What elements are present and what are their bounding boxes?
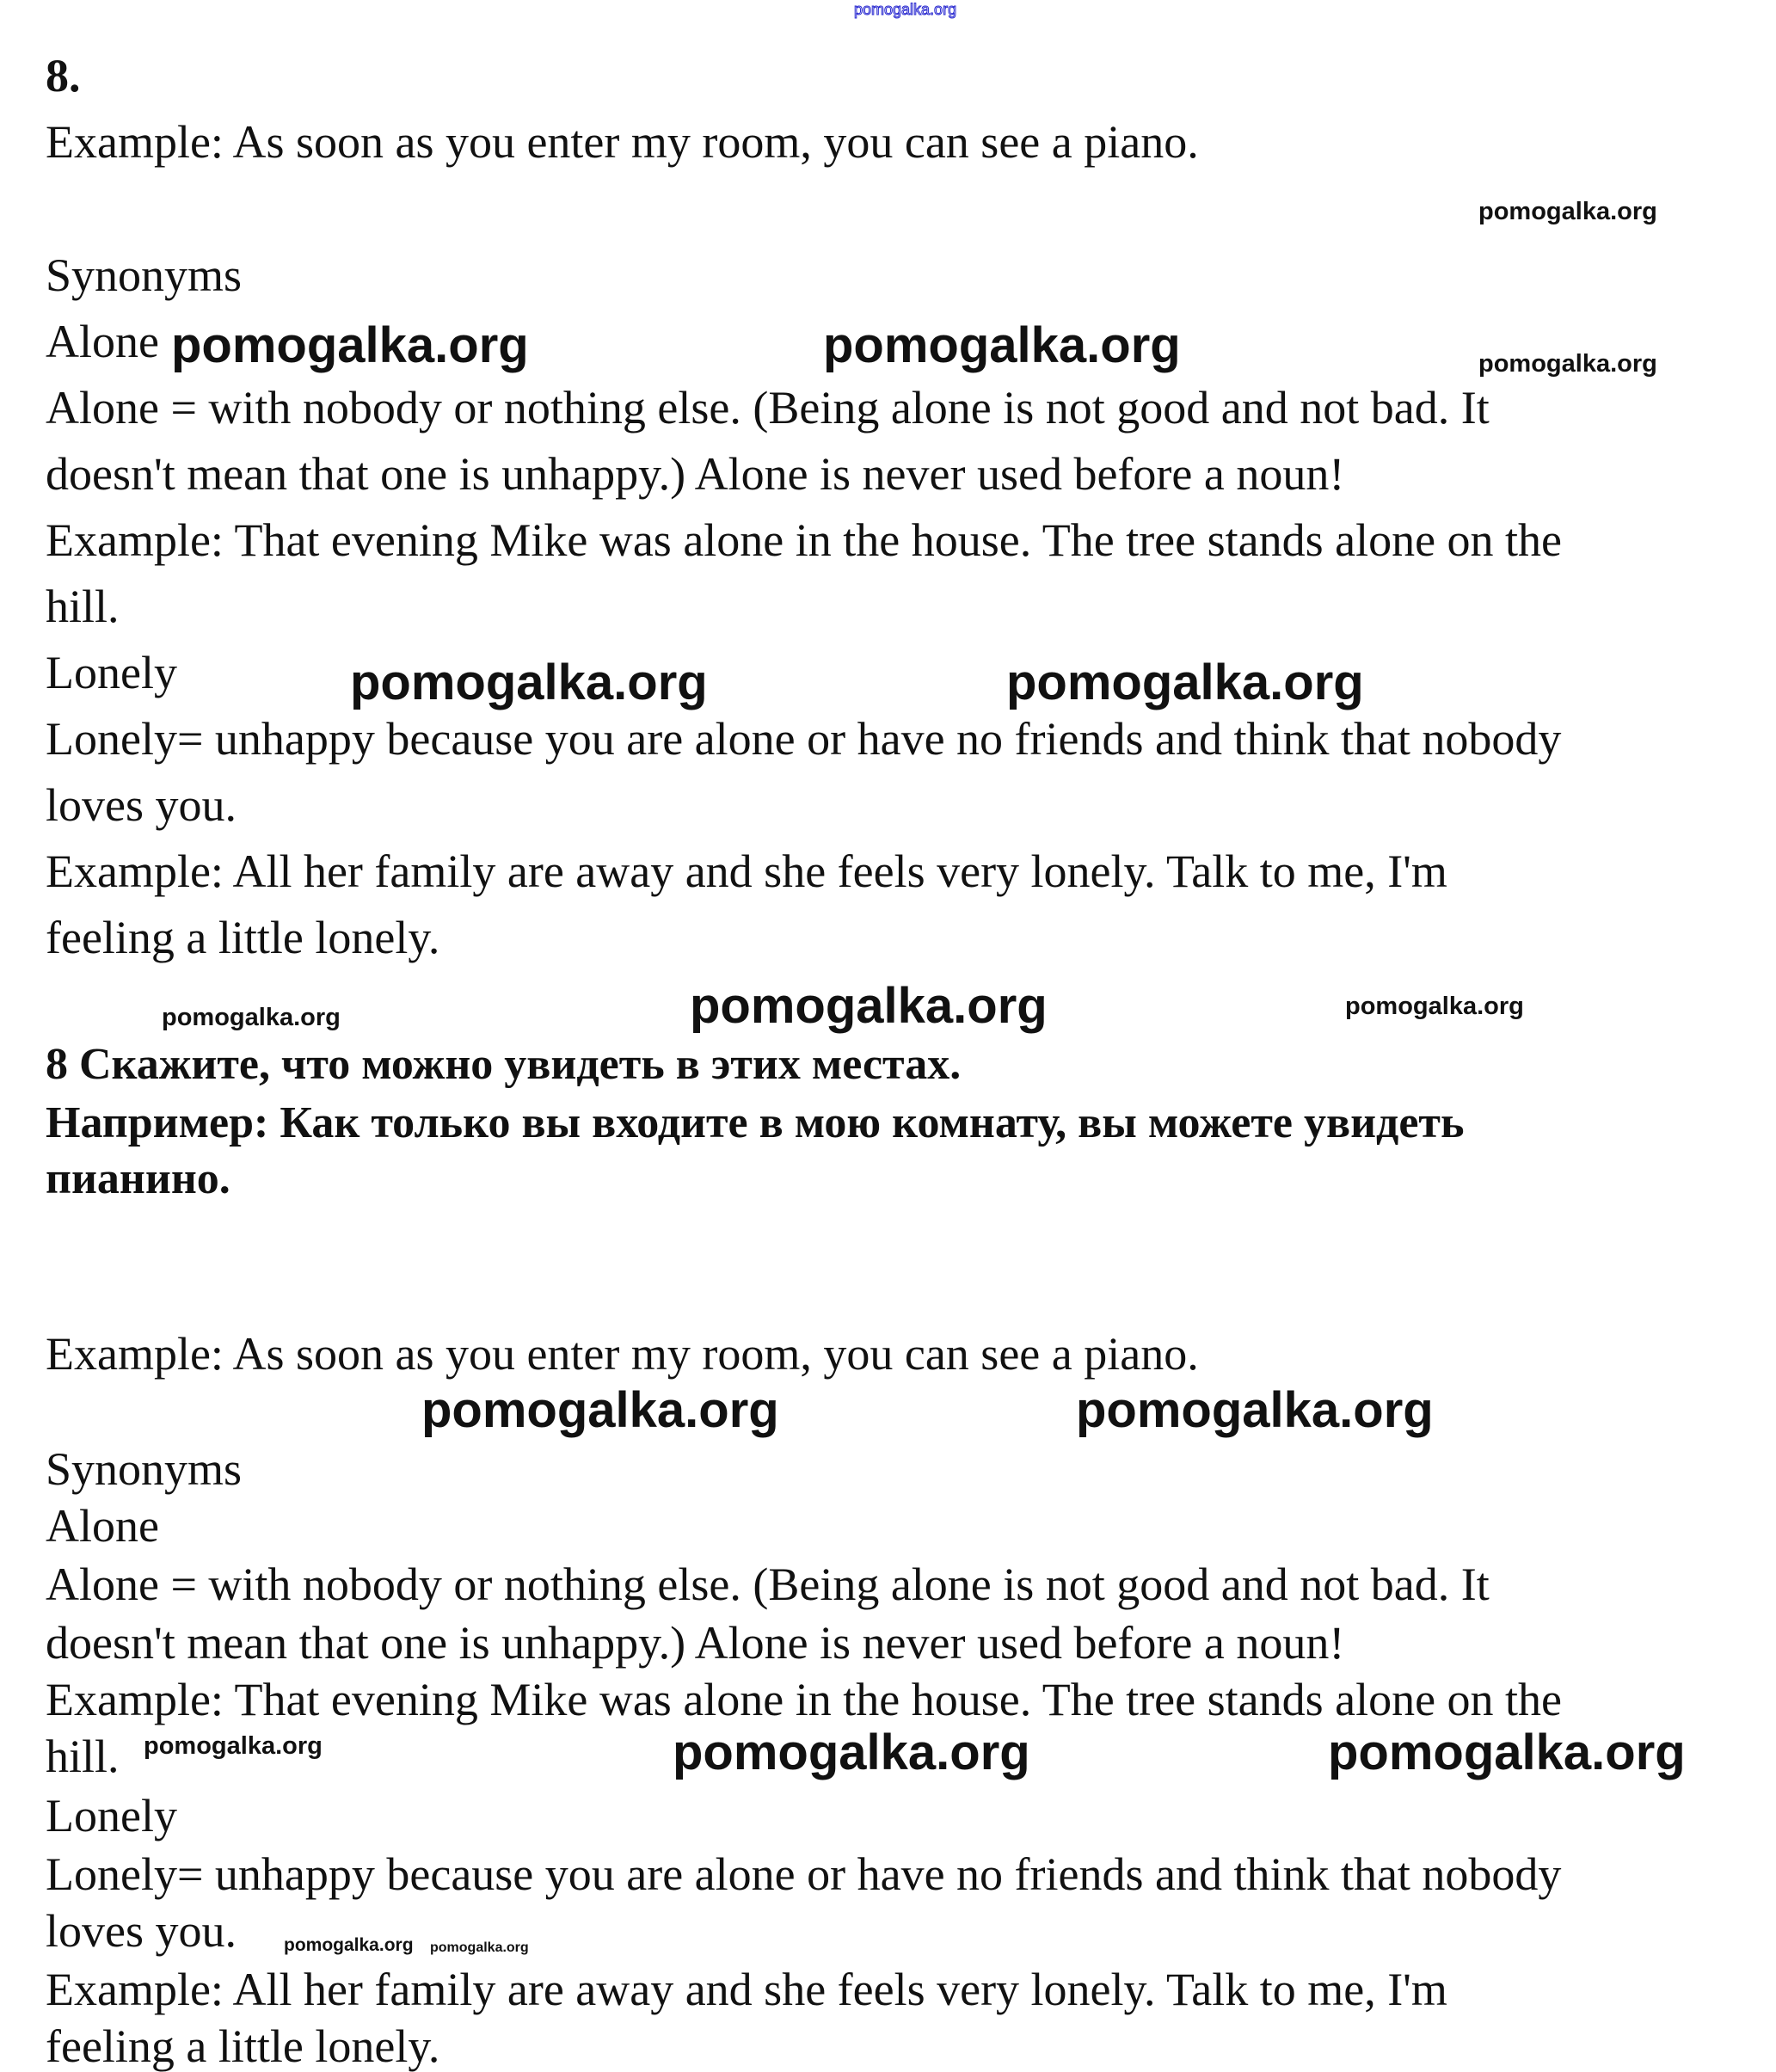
alone-definition: doesn't mean that one is unhappy.) Alone is never used before a noun!: [46, 1617, 1345, 1669]
watermark: pomogalka.org: [162, 1004, 341, 1031]
lonely-definition: Lonely= unhappy because you are alone or have no friends and think that nobody: [46, 713, 1562, 765]
lonely-example: Example: All her family are away and she feels very lonely. Talk to me, I'm: [46, 845, 1447, 897]
alone-example: Example: That evening Mike was alone in the house. The tree stands alone on the: [46, 514, 1563, 566]
watermark: pomogalka.org: [421, 1382, 779, 1438]
watermark: pomogalka.org: [1345, 993, 1524, 1020]
watermark: pomogalka.org: [1076, 1382, 1434, 1438]
lonely-example: Example: All her family are away and she feels very lonely. Talk to me, I'm: [46, 1964, 1447, 2015]
alone-definition: doesn't mean that one is unhappy.) Alone is never used before a noun!: [46, 448, 1345, 500]
watermark: pomogalka.org: [171, 317, 529, 373]
top-watermark: pomogalka.org: [854, 1, 957, 18]
alone-title: Alone: [46, 316, 159, 367]
lonely-example: feeling a little lonely.: [46, 2020, 440, 2072]
lonely-definition: loves you.: [46, 779, 237, 831]
watermark: pomogalka.org: [1328, 1725, 1686, 1780]
lonely-title: Lonely: [46, 647, 177, 698]
lonely-definition: Lonely= unhappy because you are alone or have no friends and think that nobody: [46, 1848, 1562, 1900]
alone-example: Example: That evening Mike was alone in the house. The tree stands alone on the: [46, 1674, 1563, 1725]
watermark: pomogalka.org: [350, 655, 708, 710]
example-line: Example: As soon as you enter my room, you can see a piano.: [46, 1328, 1199, 1380]
synonyms-heading: Synonyms: [46, 1443, 243, 1495]
watermark: pomogalka.org: [144, 1732, 323, 1760]
watermark: pomogalka.org: [823, 317, 1181, 373]
alone-definition: Alone = with nobody or nothing else. (Being alone is not good and not bad. It: [46, 1559, 1490, 1610]
watermark: pomogalka.org: [1006, 655, 1364, 710]
alone-title: Alone: [46, 1500, 159, 1552]
lonely-title: Lonely: [46, 1790, 177, 1841]
watermark: pomogalka.org: [690, 978, 1048, 1034]
synonyms-heading: Synonyms: [46, 249, 243, 301]
exercise-number: 8.: [46, 50, 81, 101]
lonely-definition: loves you.: [46, 1905, 237, 1957]
russian-task: 8 Скажите, что можно увидеть в этих местах.: [46, 1040, 962, 1089]
alone-example: hill.: [46, 1731, 120, 1782]
watermark: pomogalka.org: [430, 1940, 529, 1955]
russian-example: пианино.: [46, 1154, 230, 1203]
russian-example: Например: Как только вы входите в мою комнату, вы можете увидеть: [46, 1098, 1465, 1147]
watermark: pomogalka.org: [673, 1725, 1030, 1780]
alone-example: hill.: [46, 581, 120, 632]
example-line: Example: As soon as you enter my room, you can see a piano.: [46, 116, 1199, 168]
alone-definition: Alone = with nobody or nothing else. (Being alone is not good and not bad. It: [46, 382, 1490, 433]
watermark: pomogalka.org: [1478, 198, 1657, 225]
watermark: pomogalka.org: [1478, 350, 1657, 378]
lonely-example: feeling a little lonely.: [46, 912, 440, 963]
watermark: pomogalka.org: [284, 1935, 414, 1955]
